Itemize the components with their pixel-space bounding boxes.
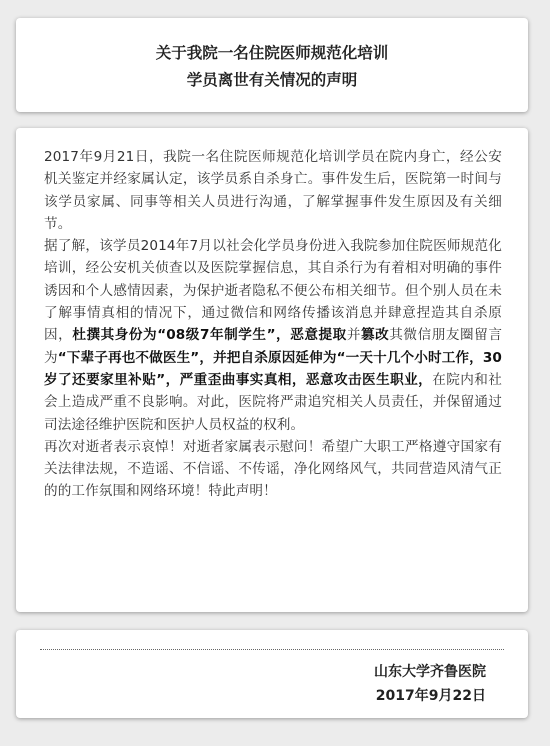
details-text-e: 其微信朋友圈留言为: [44, 327, 503, 366]
signature-organization: 山东大学齐鲁医院: [374, 664, 486, 680]
paragraph-incident: 2017年9月21日，我院一名住院医师规范化培训学员在院内身亡，经公安机关鉴定并经家属认定，该学员系自杀身亡。事件发生后，医院第一时间与该学员家属、同事等相关人员进行沟通，了解掌握事件发生原因及有关细节。: [44, 149, 502, 232]
details-text-a: 据了解，该学员2014年7月以社会化学员身份进入我院参加住院医师规范化培训，经公安机关侦查以及医院掌握信息，其自杀行为有着相对明确的事件诱因和个人感情因素，为保护逝者隐私不便公布相关细节。但个别人员在未了解事情真相的情况下，通过微信和网络传播该消息并肆意捏造其自杀原因，: [44, 238, 502, 344]
statement-body-card: [16, 128, 528, 612]
details-bold-b: 杜撰其身份为“08级7年制学生”，恶意提取: [72, 327, 347, 344]
title-card: [16, 18, 528, 112]
signature-date: 2017年9月22日: [375, 688, 486, 704]
details-text-g: 在院内和社会上造成严重不良影响。对此，医院将严肃追究相关人员责任，并保留通过司法途径维护医院和医护人员权益的权利。: [44, 371, 503, 433]
signature-card: [16, 630, 528, 718]
details-text-c: 并: [346, 327, 361, 344]
paragraph-condolence: 再次对逝者表示哀悼！对逝者家属表示慰问！希望广大职工严格遵守国家有关法律法规，不造谣、不信谣、不传谣，净化网络风气，共同营造风清气正的的工作氛围和网络环境！特此声明！: [44, 438, 502, 500]
paragraph-details: [44, 235, 502, 436]
details-bold-f: “下辈子再也不做医生”，并把自杀原因延伸为“一天十几个小时工作，30岁了还要家里补贴”，严重歪曲事实真相，恶意攻击医生职业，: [44, 349, 502, 388]
statement-title-line-1: 关于我院一名住院医师规范化培训: [155, 44, 389, 62]
statement-title-line-2: 学员离世有关情况的声明: [186, 71, 358, 89]
dotted-divider: [40, 649, 504, 650]
details-bold-d: 篡改: [360, 327, 390, 344]
